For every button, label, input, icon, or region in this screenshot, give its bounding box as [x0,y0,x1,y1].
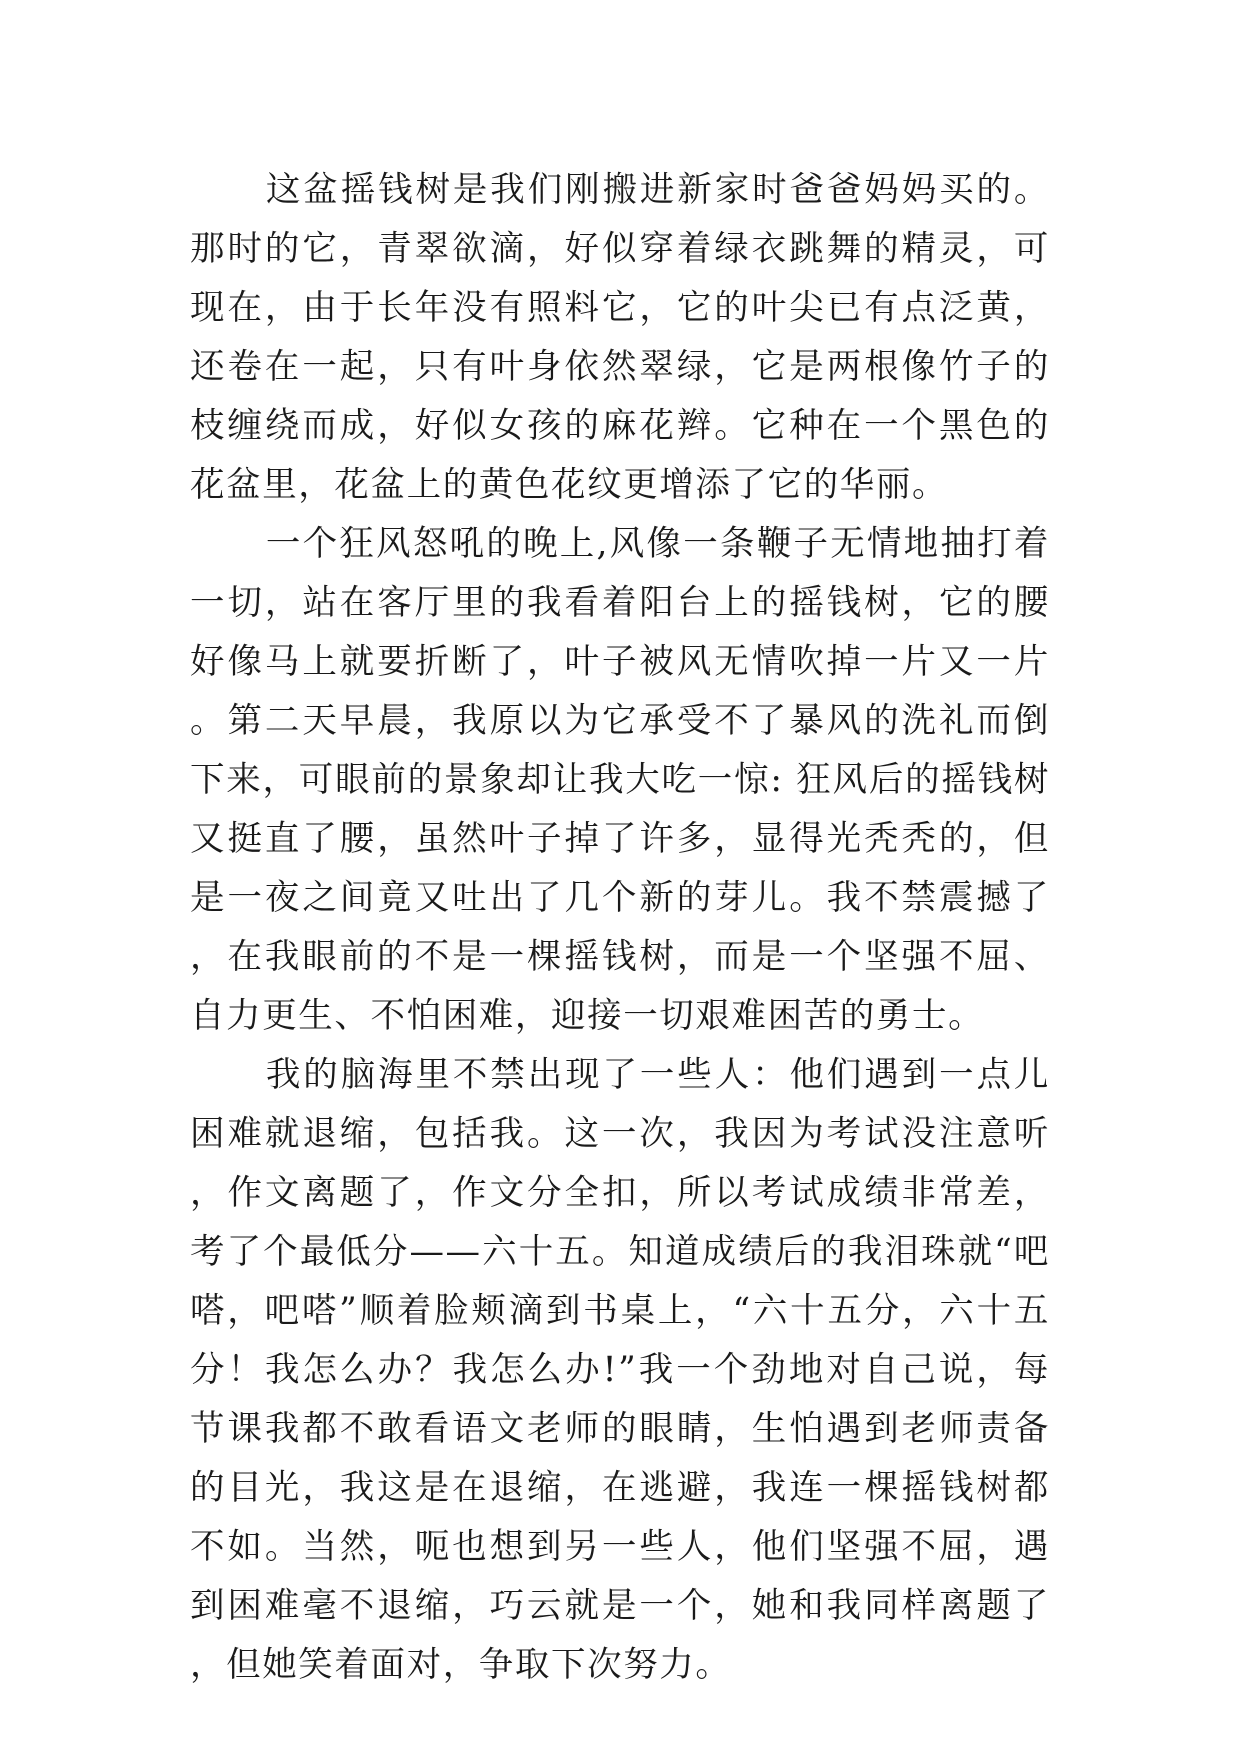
paragraph-money-tree-description: 这盆摇钱树是我们刚搬进新家时爸爸妈妈买的。那时的它，青翠欲滴，好似穿着绿衣跳舞的精灵，可现在，由于长年没有照料它，它的叶尖已有点泛黄，还卷在一起，只有叶身依然翠绿，它是两根像竹子的枝缠绕而成，好似女孩的麻花辫。它种在一个黑色的花盆里，花盆上的黄色花纹更增添了它的华丽。 [190,170,1050,505]
body-text [190,161,1050,1695]
paragraph-reflection: 我的脑海里不禁出现了一些人：他们遇到一点儿困难就退缩，包括我。这一次，我因为考试没注意听，作文离题了，作文分全扣，所以考试成绩非常差，考了个最低分——六十五。知道成绩后的我泪珠就“吧嗒，吧嗒”顺着脸颊滴到书桌上，“六十五分，六十五分！我怎么办？我怎么办!”我一个劲地对自己说，每节课我都不敢看语文老师的眼睛，生怕遇到老师责备的目光，我这是在退缩，在逃避，我连一棵摇钱树都不如。当然，呃也想到另一些人，他们坚强不屈，遇到困难毫不退缩，巧云就是一个，她和我同样离题了，但她笑着面对，争取下次努力。 [190,1055,1050,1685]
paragraph-storm-night: 一个狂风怒吼的晚上,风像一条鞭子无情地抽打着一切，站在客厅里的我看着阳台上的摇钱树，它的腰好像马上就要折断了，叶子被风无情吹掉一片又一片。第二天早晨，我原以为它承受不了暴风的洗礼而倒下来，可眼前的景象却让我大吃一惊: 狂风后的摇钱树又挺直了腰，虽然叶子掉了许多，显得光秃秃的，但是一夜之间竟又吐出了几个新的芽儿。我不禁震撼了，在我眼前的不是一棵摇钱树，而是一个坚强不屈、自力更生、不怕困难，迎接一切艰难困苦的勇士。 [190,524,1050,1036]
